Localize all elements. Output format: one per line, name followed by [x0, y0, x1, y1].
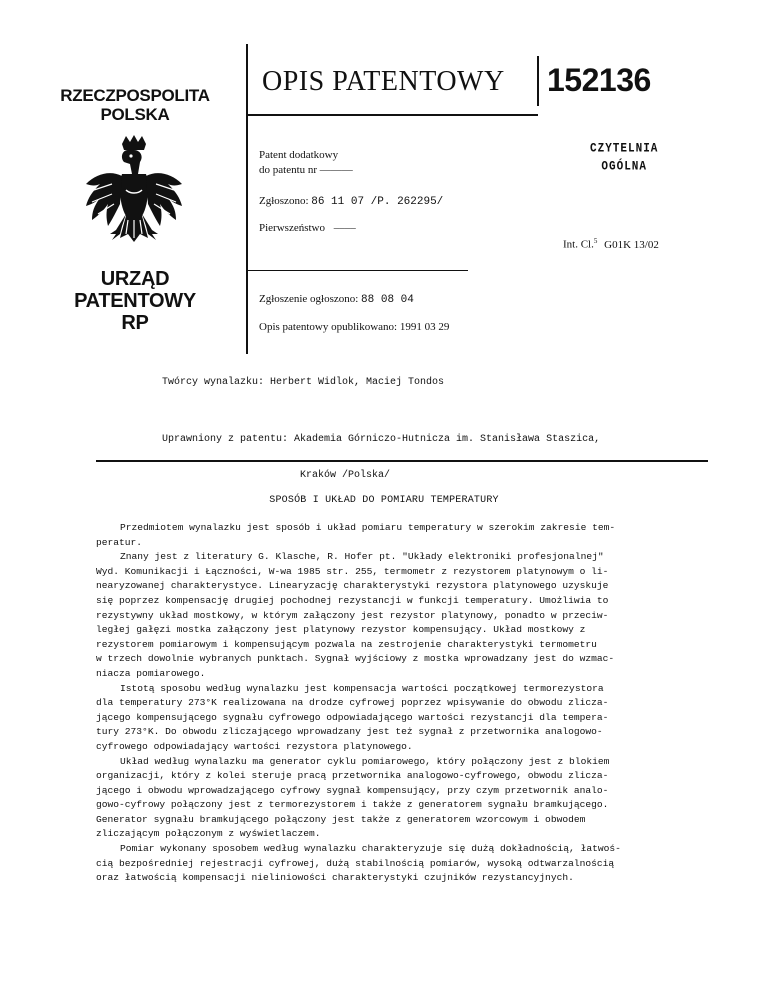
- country-name: RZECZPOSPOLITA POLSKA: [60, 86, 210, 124]
- body-line: gowo-cyfrowy połączony jest z termorezystorem i także z generatorem sygnału bramkującego.: [96, 799, 609, 811]
- body-line: jącego kompensującego sygnału cyfrowego odpowiadającego wartości rezystancji dla tempera-: [96, 711, 609, 723]
- polish-eagle-emblem: [82, 134, 186, 260]
- announced-value: 88 08 04: [361, 294, 414, 306]
- published-field: Opis patentowy opublikowano: 1991 03 29: [259, 321, 450, 333]
- patent-office-name: URZĄD PATENTOWY RP: [74, 268, 196, 334]
- filed-field: Zgłoszono: 86 11 07 /P. 262295/: [259, 195, 444, 208]
- body-line: Generator sygnału bramkującego połączony jest także z generatorem wzorcowym i obwodem: [96, 813, 586, 825]
- body-line: cyfrowego odpowiadający wartości rezystora platynowego.: [96, 740, 413, 752]
- int-cl-field: Int. Cl.$^5$ G01K 13/02: [563, 237, 659, 251]
- description-body: [96, 521, 702, 886]
- filed-value: 86 11 07 /P. 262295/: [311, 196, 444, 208]
- body-line: cią bezpośredniej rejestracji cyfrowej, dużą stabilnością pomiarów, wysoką odtwarzalnością: [96, 857, 615, 869]
- body-line: Istotą sposobu według wynalazku jest kompensacja wartości początkowej termorezystora: [120, 682, 604, 694]
- to-patent-value: ———: [319, 164, 353, 176]
- body-line: w trzech dowolnie wybranych punktach. Sygnał wyjściowy z mostka wprowadzany jest do wzmac-: [96, 653, 615, 665]
- document-type-title: OPIS PATENTOWY: [262, 66, 505, 97]
- body-line: nearyzowanej charakterystyce. Linearyzację charakterystyki rezystora platynowego uzyskuje: [96, 580, 609, 592]
- published-value: 1991 03 29: [399, 321, 450, 333]
- body-line: organizacji, który z kolei steruje pracą przetwornika analogowo-cyfrowego, obwodu zlicza-: [96, 770, 609, 782]
- body-line: jącego i obwodu wprowadzającego cyfrowy sygnał kompensujący, przy czym przetwornik analo-: [96, 784, 609, 796]
- body-line: niacza pomiarowego.: [96, 667, 206, 679]
- body-line: Wyd. Komunikacji i Łączności, W-wa 1985 str. 255, termometr z rezystorem platynowym o li-: [96, 565, 609, 577]
- patent-owner: Uprawniony z patentu: Akademia Górniczo-Hutnicza im. Stanisława Staszica, Kraków /Polska/: [162, 434, 601, 481]
- patent-number: 152136: [547, 62, 651, 98]
- additional-patent-label: Patent dodatkowy do patentu nr ———: [259, 149, 353, 176]
- body-line: Pomiar wykonany sposobem według wynalazku charakteryzuje się dużą dokładnością, łatwoś-: [120, 843, 621, 855]
- body-line: oraz łatwością kompensacji nieliniowości charakterystyki czujników rezystancyjnych.: [96, 872, 574, 884]
- body-line: Przedmiotem wynalazku jest sposób i układ pomiaru temperatury w szerokim zakresie tem-: [120, 522, 616, 533]
- body-line: peratur.: [96, 536, 143, 548]
- body-line: rezystywny układ mostkowy, w którym załączony jest rezystor platynowy, ponadto w przeciw-: [96, 609, 609, 621]
- divider-announced: [248, 270, 468, 271]
- invention-title: SPOSÓB I UKŁAD DO POMIARU TEMPERATURY: [269, 495, 499, 506]
- body-line: tury 273°K. Do obwodu zliczającego wprowadzany jest też sygnał z przetwornika analogowo-: [96, 726, 603, 738]
- body-line: Znany jest z literatury G. Klasche, R. Hofer pt. "Układy elektroniki profesjonalnej": [120, 551, 604, 563]
- divider-right: [537, 56, 539, 106]
- priority-value: ––––: [333, 222, 356, 234]
- body-line: Układ według wynalazku ma generator cyklu pomiarowego, który połączony jest z blokiem: [120, 755, 610, 767]
- divider-left: [246, 44, 248, 354]
- int-cl-value: G01K 13/02: [604, 238, 659, 251]
- library-stamp: CZYTELNIA OGÓLNA: [590, 142, 659, 174]
- announced-field: Zgłoszenie ogłoszono: 88 08 04: [259, 293, 414, 306]
- body-line: ległej gałęzi mostka załączony jest platynowy rezystor kompensujący. Układ mostkowy z: [96, 624, 586, 636]
- divider-title: [248, 114, 538, 116]
- priority-field: Pierwszeństwo ––––: [259, 222, 356, 234]
- body-line: zliczającym połączonym z wyświetlaczem.: [96, 828, 321, 840]
- body-line: dla temperatury 273°K realizowana na drodze cyfrowej poprzez wpisywanie do obwodu zlicza-: [96, 697, 609, 709]
- body-line: się poprzez kompensację drugiej pochodnej rezystancji w funkcji temperatury. Umożliwia to: [96, 594, 609, 606]
- body-line: rezystorem pomiarowym i kompensującym pozwala na zestrojenie charakterystyki termometru: [96, 638, 597, 650]
- inventors: Twórcy wynalazku: Herbert Widlok, Maciej Tondos: [162, 377, 445, 388]
